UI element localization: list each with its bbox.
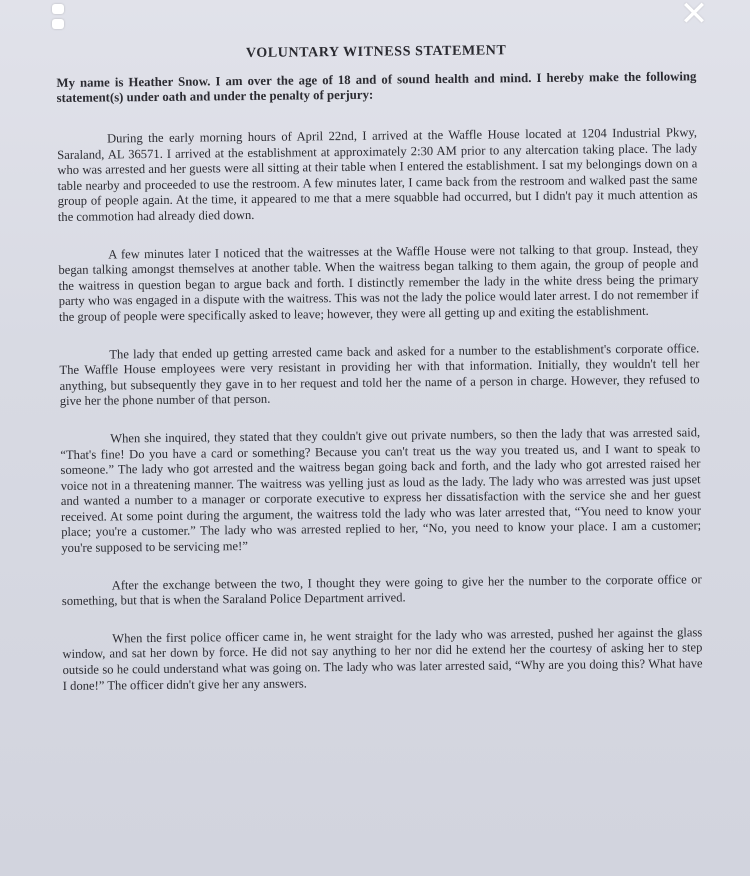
- paragraph-argument: When she inquired, they stated that they couldn't give out private numbers, so then the lady that was arrested said, “That's fine! Do you have a card or something? Because you can't treat us the way you treated us, and I want to speak to someone.” The lady who got arrested and the waitress began going back and forth, and the lady who got arrested raised her voice not in a threatening manner. The waitress was yelling just as loud as the lady. The lady who was arrested was just upset and wanted a number to a manager or corporate executive to express her dissatisfaction with the service she and her guest received. At some point during the argument, the waitress told the lady who was later arrested that, “You need to know your place; you're a customer.” The lady who was arrested replied to her, “No, you need to know your place. I am a customer; you're supposed to be servicing me!”: [60, 425, 702, 556]
- document-title: VOLUNTARY WITNESS STATEMENT: [245, 43, 507, 62]
- paragraph-intro: My name is Heather Snow. I am over the age of 18 and of sound health and mind. I hereby make the following statement(s) under oath and under the penalty of perjury:: [56, 69, 697, 105]
- close-icon[interactable]: ✕: [679, 0, 709, 34]
- dot: [52, 4, 64, 14]
- paragraph-arrival: During the early morning hours of April 22nd, I arrived at the Waffle House located at 1204 Industrial Pkwy, Saraland, AL 36571. I arrived at the establishment at approximately 2:30 AM prior to any altercation taking place. The lady who was arrested and her guests were all sitting at their table when I entered the establishment. I sat my belongings down on a table nearby and proceeded to use the restroom. A few minutes later, I came back from the restroom and walked past the same group of people again. At the time, it appeared to me that a mere squabble had occurred, but I didn't pay it much attention as the commotion had already died down.: [57, 125, 698, 224]
- paragraph-waitresses: A few minutes later I noticed that the waitresses at the Waffle House were not talking to that group. Instead, they began talking amongst themselves at another table. When the waitress began talking to them again, the group of people and the waitress in question began to argue back and forth. I distinctly remember the lady in the white dress being the primary party who was engaged in a dispute with the waitress. This was not the lady the police would later arrest. I do not remember if the group of people were specifically asked to leave; however, they were all getting up and exiting the establishment.: [58, 240, 699, 324]
- paragraph-corporate-number: The lady that ended up getting arrested came back and asked for a number to the establishment's corporate office. The Waffle House employees were very resistant in providing her with that information. Initially, they wouldn't tell her anything, but subsequently they gave in to her request and told her the name of a person in charge. However, they refused to give her the phone number of that person.: [59, 340, 700, 409]
- paragraph-officer: When the first police officer came in, he went straight for the lady who was arrested, pushed her against the glass window, and sat her down by force. He did not say anything to her nor did he extend her the courtesy of asking her to step outside so he could understand what was going on. The lady who was later arrested said, “Why are you doing this? What have I done!” The officer didn't give her any answers.: [62, 625, 703, 693]
- paragraph-police-arrive: After the exchange between the two, I thought they were going to give her the number to the corporate office or something, but that is when the Saraland Police Department arrived.: [61, 571, 702, 609]
- witness-statement-document: [56, 33, 705, 876]
- dot: [52, 19, 64, 29]
- vertical-dots-icon[interactable]: [52, 4, 66, 34]
